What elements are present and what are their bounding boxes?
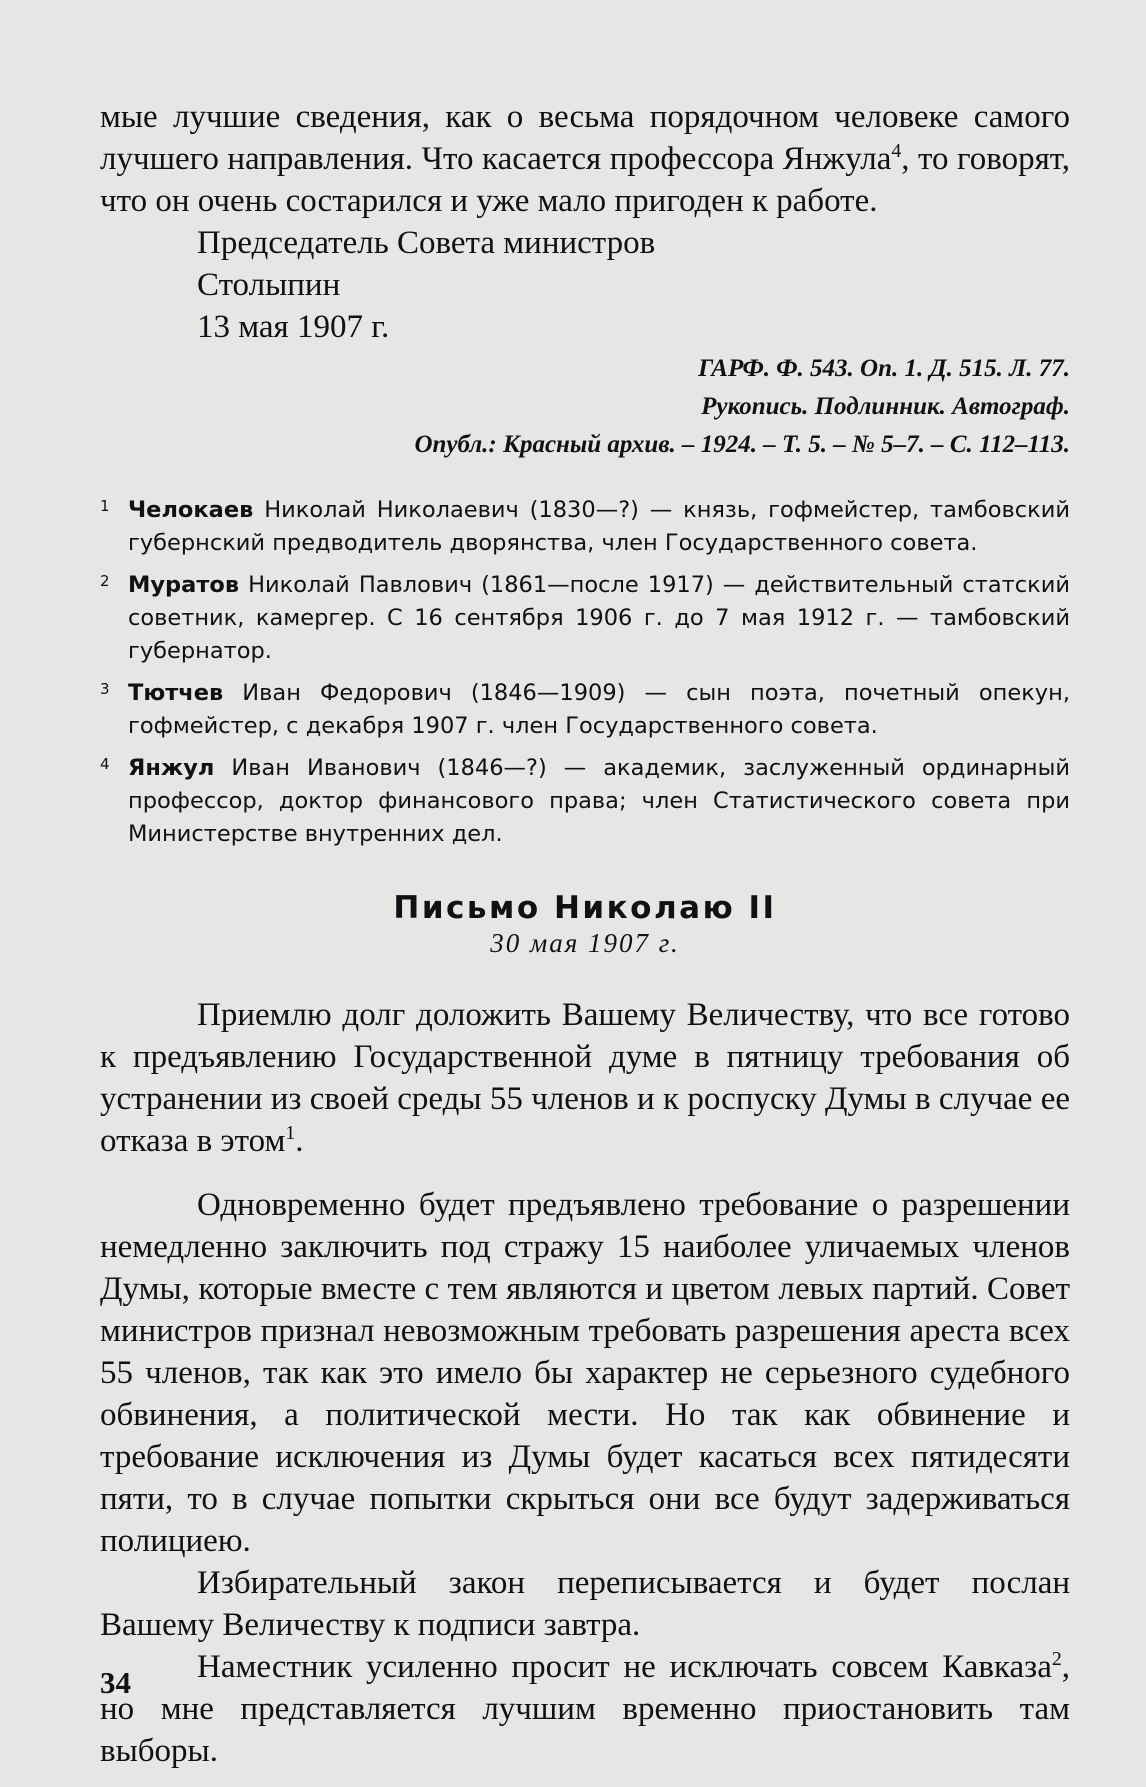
letter-date: 30 мая 1907 г. bbox=[490, 928, 680, 958]
footnote-ref-2[interactable]: 2 bbox=[1051, 1648, 1062, 1670]
source-type: Рукопись. Подлинник. Автограф. bbox=[701, 393, 1070, 420]
letter-paragraph-2: Одновременно будет предъявлено требование о разрешении немедленно заключить под стражу 15 наиболее уличаемых членов Думы, которые вместе с тем являются и цветом левых партий. Совет министров признал невозможным требовать разрешения ареста всех 55 членов, так как это имело бы характер не серьезного судебного обвинения, а политической мести. Но так как обвинение и требование исключения из Думы будет касаться всех пятидесяти пяти, то в случае попытки скрыться они все будут задерживаться полициею. bbox=[100, 1187, 1070, 1559]
footnote-3: 3 Тютчев Иван Федорович (1846—1909) — сын поэта, почетный опекун, гофмейстер, с декабря 1907 г. член Государственного совета. bbox=[100, 680, 1070, 739]
signature-title: Председатель Совета министров bbox=[197, 225, 656, 261]
letter-paragraph-1: Приемлю долг доложить Вашему Величеству, что все готово к предъявлению Государственной думе в пятницу требования об устранении из своей среды 55 членов и к роспуску Думы в случае ее отказа в этом$^1$. bbox=[100, 997, 1070, 1159]
page-number: 34 bbox=[100, 1665, 131, 1700]
source-archive: ГАРФ. Ф. 543. Оп. 1. Д. 515. Л. 77. bbox=[698, 355, 1070, 382]
letter-header bbox=[100, 890, 1070, 959]
letter-paragraph-4: Наместник усиленно просит не исключать совсем Кавказа$^2$, но мне представляется лучшим временно приостановить там выборы. bbox=[100, 1648, 1070, 1769]
signature-block bbox=[100, 222, 1070, 348]
signature-date: 13 мая 1907 г. bbox=[197, 309, 390, 345]
letter-body bbox=[100, 994, 1070, 1772]
top-paragraph: мые лучшие сведения, как о весьма порядочном человеке самого лучшего направления. Что касается профессора Янжула$^4$, то говорят, что он очень состарился и уже мало пригоден к работе. bbox=[100, 99, 1070, 219]
letter-heading: Письмо Николаю II bbox=[393, 890, 777, 926]
letter-paragraph-3: Избирательный закон переписывается и будет послан Вашему Величеству к подписи завтра. bbox=[100, 1565, 1070, 1643]
footnote-ref-4[interactable]: 4 bbox=[891, 140, 902, 162]
footnote-ref-1[interactable]: 1 bbox=[285, 1122, 296, 1144]
source-block bbox=[100, 350, 1070, 464]
footnote-4: 4 Янжул Иван Иванович (1846—?) — академик, заслуженный ординарный профессор, доктор финансового права; член Статистического совета при Министерстве внутренних дел. bbox=[100, 755, 1070, 847]
footnote-2: 2 Муратов Николай Павлович (1861—после 1917) — действительный статский советник, камергер. С 16 сентября 1906 г. до 7 мая 1912 г. — тамбовский губернатор. bbox=[100, 572, 1070, 664]
footnote-1: 1 Челокаев Николай Николаевич (1830—?) — князь, гофмейстер, тамбовский губернский предводитель дворянства, член Государственного совета. bbox=[100, 497, 1070, 556]
source-published: Опубл.: Красный архив. – 1924. – Т. 5. – № 5–7. – С. 112–113. bbox=[414, 431, 1070, 458]
footnotes bbox=[100, 494, 1070, 860]
signature-name: Столыпин bbox=[197, 267, 341, 303]
